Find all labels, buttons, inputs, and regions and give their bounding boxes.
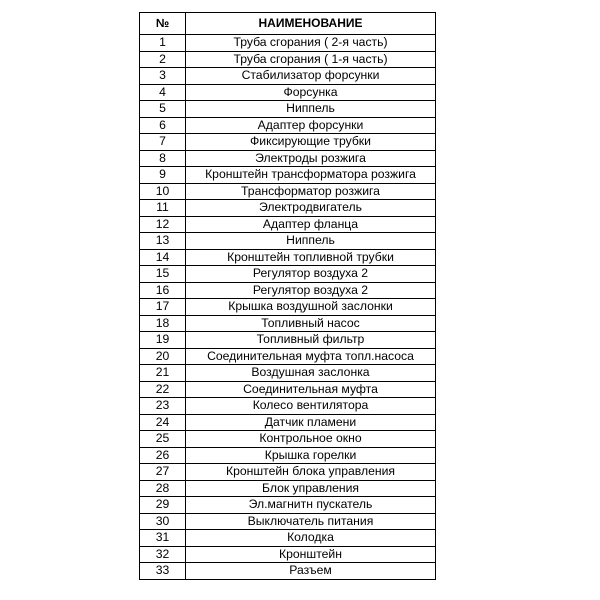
table-row [140,101,436,118]
row-number-cell: 13 [140,233,186,250]
table-row [140,480,436,497]
part-name-cell: Топливный фильтр [186,332,436,349]
row-number-cell: 8 [140,150,186,167]
row-number-cell: 28 [140,480,186,497]
part-name-cell: Кронштейн [186,546,436,563]
part-name-cell: Форсунка [186,84,436,101]
table-row [140,51,436,68]
row-number-cell: 27 [140,464,186,481]
row-number-cell: 11 [140,200,186,217]
part-name-cell: Адаптер форсунки [186,117,436,134]
part-name-cell: Регулятор воздуха 2 [186,266,436,283]
row-number-cell: 16 [140,282,186,299]
table-row [140,266,436,283]
part-name-cell: Кронштейн трансформатора розжига [186,167,436,184]
row-number-cell: 31 [140,530,186,547]
row-number-cell: 2 [140,51,186,68]
table-row [140,414,436,431]
part-name-cell: Воздушная заслонка [186,365,436,382]
part-name-cell: Стабилизатор форсунки [186,68,436,85]
table-row [140,563,436,580]
part-name-cell: Блок управления [186,480,436,497]
table-row [140,348,436,365]
table-row [140,546,436,563]
row-number-cell: 18 [140,315,186,332]
part-name-cell: Труба сгорания ( 2-я часть) [186,35,436,52]
table-row [140,332,436,349]
part-name-cell: Ниппель [186,233,436,250]
part-name-cell: Колодка [186,530,436,547]
row-number-cell: 7 [140,134,186,151]
table-row [140,117,436,134]
row-number-cell: 33 [140,563,186,580]
part-name-cell: Колесо вентилятора [186,398,436,415]
part-name-cell: Электроды розжига [186,150,436,167]
table-row [140,200,436,217]
part-name-cell: Крышка воздушной заслонки [186,299,436,316]
row-number-cell: 21 [140,365,186,382]
part-name-cell: Регулятор воздуха 2 [186,282,436,299]
table-row [140,216,436,233]
table-row [140,282,436,299]
column-header-name: НАИМЕНОВАНИЕ [186,13,436,35]
part-name-cell: Трансформатор розжига [186,183,436,200]
table-row [140,233,436,250]
part-name-cell: Эл.магнитн пускатель [186,497,436,514]
row-number-cell: 25 [140,431,186,448]
part-name-cell: Крышка горелки [186,447,436,464]
table-row [140,183,436,200]
column-header-number: № [140,13,186,35]
row-number-cell: 14 [140,249,186,266]
parts-table-body [140,35,436,580]
part-name-cell: Соединительная муфта топл.насоса [186,348,436,365]
part-name-cell: Топливный насос [186,315,436,332]
table-row [140,381,436,398]
row-number-cell: 23 [140,398,186,415]
part-name-cell: Контрольное окно [186,431,436,448]
table-row [140,464,436,481]
table-row [140,84,436,101]
table-row [140,497,436,514]
part-name-cell: Адаптер фланца [186,216,436,233]
row-number-cell: 5 [140,101,186,118]
part-name-cell: Кронштейн топливной трубки [186,249,436,266]
table-row [140,365,436,382]
table-header-row [140,13,436,35]
table-row [140,249,436,266]
table-row [140,299,436,316]
table-row [140,167,436,184]
row-number-cell: 24 [140,414,186,431]
row-number-cell: 29 [140,497,186,514]
row-number-cell: 1 [140,35,186,52]
part-name-cell: Датчик пламени [186,414,436,431]
row-number-cell: 10 [140,183,186,200]
row-number-cell: 32 [140,546,186,563]
row-number-cell: 22 [140,381,186,398]
row-number-cell: 12 [140,216,186,233]
row-number-cell: 4 [140,84,186,101]
row-number-cell: 9 [140,167,186,184]
table-row [140,315,436,332]
table-row [140,513,436,530]
table-row [140,150,436,167]
part-name-cell: Электродвигатель [186,200,436,217]
row-number-cell: 19 [140,332,186,349]
part-name-cell: Соединительная муфта [186,381,436,398]
part-name-cell: Разъем [186,563,436,580]
table-row [140,530,436,547]
row-number-cell: 26 [140,447,186,464]
part-name-cell: Кронштейн блока управления [186,464,436,481]
part-name-cell: Ниппель [186,101,436,118]
row-number-cell: 3 [140,68,186,85]
row-number-cell: 6 [140,117,186,134]
part-name-cell: Труба сгорания ( 1-я часть) [186,51,436,68]
parts-table [139,12,436,580]
part-name-cell: Выключатель питания [186,513,436,530]
row-number-cell: 17 [140,299,186,316]
part-name-cell: Фиксирующие трубки [186,134,436,151]
row-number-cell: 15 [140,266,186,283]
table-row [140,68,436,85]
table-row [140,447,436,464]
row-number-cell: 30 [140,513,186,530]
table-row [140,431,436,448]
table-row [140,134,436,151]
table-row [140,35,436,52]
row-number-cell: 20 [140,348,186,365]
table-row [140,398,436,415]
